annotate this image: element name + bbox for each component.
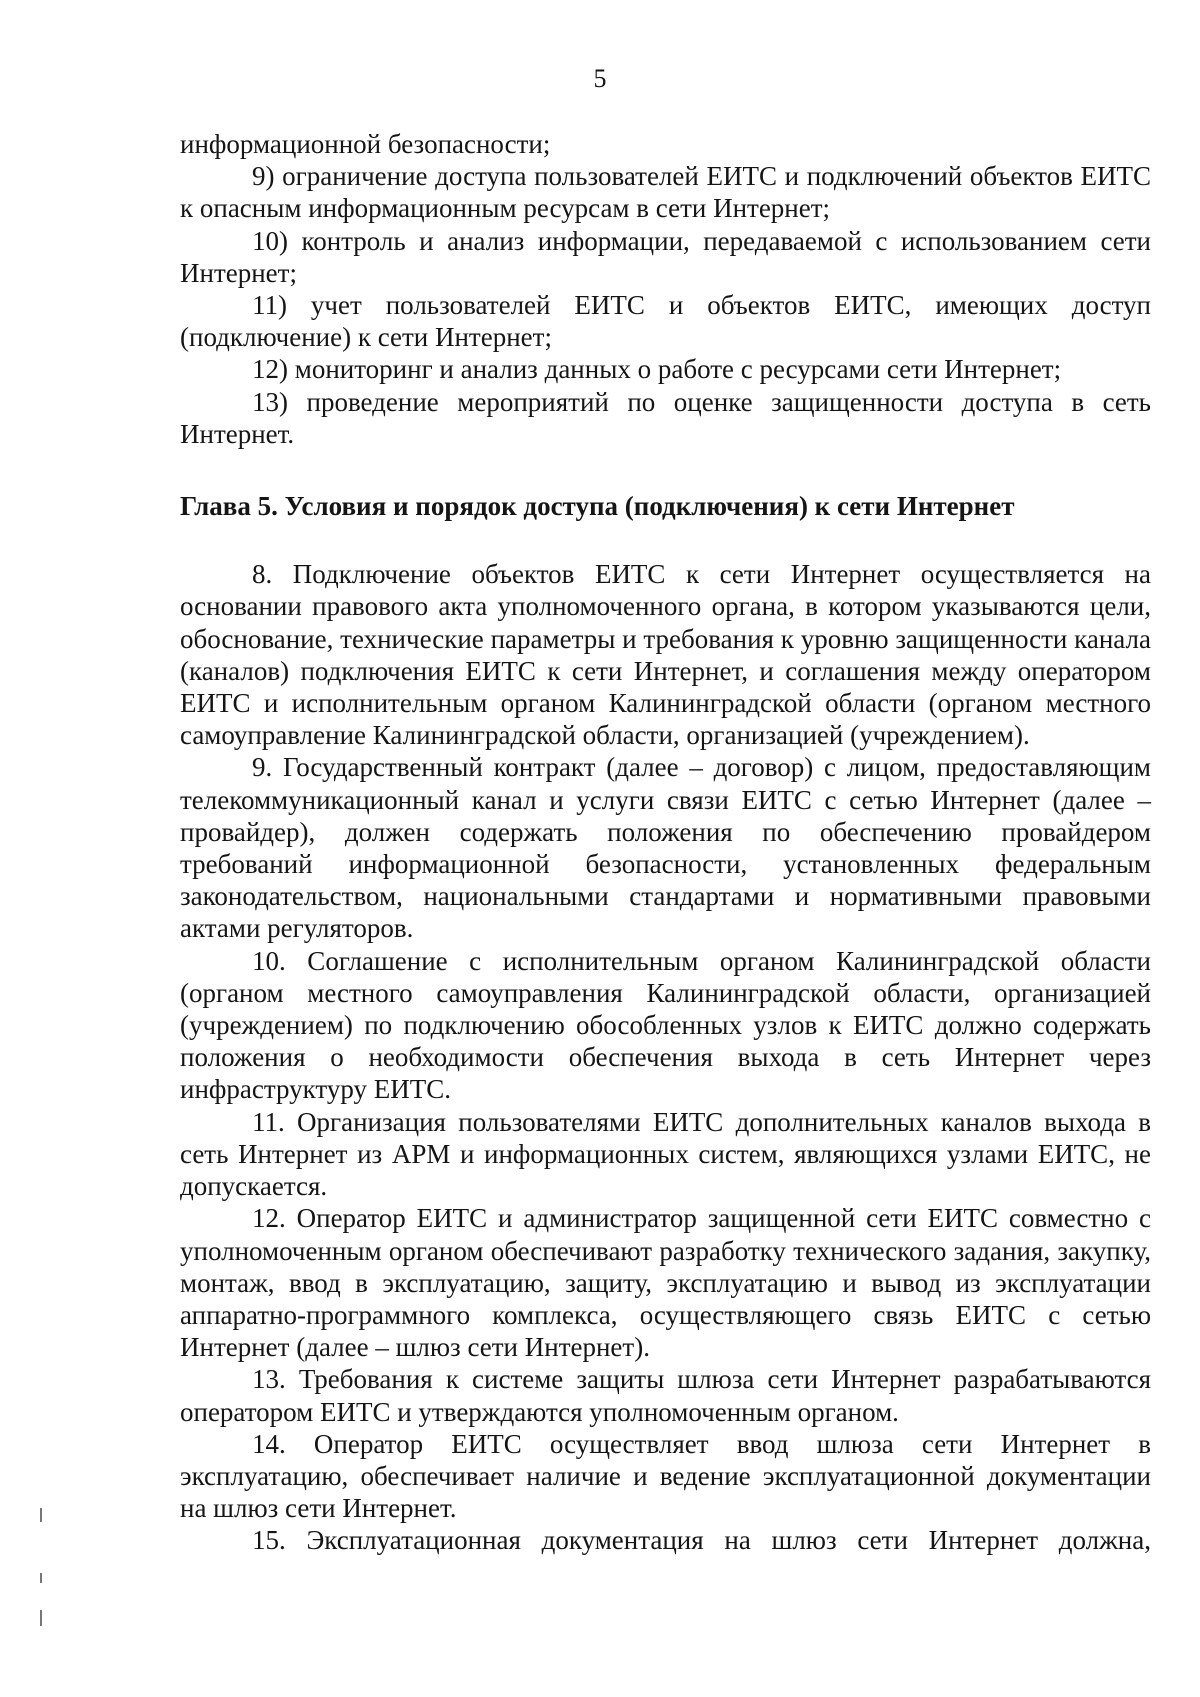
list-item-12: 12) мониторинг и анализ данных о работе с ресурсами сети Интернет; bbox=[252, 354, 1062, 385]
list-item-10: 10) контроль и анализ информации, передаваемой с использованием сети Интернет; bbox=[180, 225, 1151, 288]
paragraph-12: 12. Оператор ЕИТС и администратор защищенной сети ЕИТС совместно с уполномоченным органом обеспечивают разработку технического задания, закупку, монтаж, ввод в эксплуатацию, защиту, эксплуатацию и вывод из эксплуатации аппаратно-программного комплекса, осуществляющего связь ЕИТС с сетью Интернет (далее – шлюз сети Интернет). bbox=[180, 1203, 1151, 1363]
scan-margin-mark bbox=[40, 1508, 42, 1522]
paragraph-13: 13. Требования к системе защиты шлюза сети Интернет разрабатываются оператором ЕИТС и утверждаются уполномоченным органом. bbox=[180, 1364, 1151, 1427]
paragraph-11: 11. Организация пользователями ЕИТС дополнительных каналов выхода в сеть Интернет из АРМ и информационных систем, являющихся узлами ЕИТС, не допускается. bbox=[180, 1106, 1151, 1202]
scan-margin-mark bbox=[40, 1573, 42, 1583]
list-item-13: 13) проведение мероприятий по оценке защищенности доступа в сеть Интернет. bbox=[180, 386, 1151, 449]
paragraph-9: 9. Государственный контракт (далее – договор) с лицом, предоставляющим телекоммуникационный канал и услуги связи ЕИТС с сетью Интернет (далее – провайдер), должен содержать положения по обеспечению провайдером требований информационной безопасности, установленных федеральным законодательством, национальными стандартами и нормативными правовыми актами регуляторов. bbox=[180, 752, 1151, 944]
chapter-heading: Глава 5. Условия и порядок доступа (подключения) к сети Интернет bbox=[180, 491, 1015, 522]
page-number: 5 bbox=[593, 64, 607, 93]
document-body bbox=[180, 128, 1151, 1557]
paragraph-15: 15. Эксплуатационная документация на шлюз сети Интернет должна, bbox=[252, 1525, 1151, 1556]
paragraph-14: 14. Оператор ЕИТС осуществляет ввод шлюза сети Интернет в эксплуатацию, обеспечивает наличие и ведение эксплуатационной документации на шлюз сети Интернет. bbox=[180, 1428, 1151, 1524]
list-item-9: 9) ограничение доступа пользователей ЕИТС и подключений объектов ЕИТС к опасным информационным ресурсам в сети Интернет; bbox=[180, 161, 1151, 224]
paragraph-8: 8. Подключение объектов ЕИТС к сети Интернет осуществляется на основании правового акта уполномоченного органа, в котором указываются цели, обоснование, технические параметры и требования к уровню защищенности канала (каналов) подключения ЕИТС к сети Интернет, и соглашения между оператором ЕИТС и исполнительным органом Калининградской области (органом местного самоуправление Калининградской области, организацией (учреждением). bbox=[180, 559, 1151, 751]
scan-margin-mark bbox=[40, 1610, 42, 1626]
list-item-11: 11) учет пользователей ЕИТС и объектов ЕИТС, имеющих доступ (подключение) к сети Интернет; bbox=[180, 290, 1151, 353]
list-item-continuation: информационной безопасности; bbox=[180, 129, 551, 159]
paragraph-10: 10. Соглашение с исполнительным органом Калининградской области (органом местного самоуправления Калининградской области, организацией (учреждением) по подключению обособленных узлов к ЕИТС должно содержать положения о необходимости обеспечения выхода в сеть Интернет через инфраструктуру ЕИТС. bbox=[180, 945, 1151, 1105]
